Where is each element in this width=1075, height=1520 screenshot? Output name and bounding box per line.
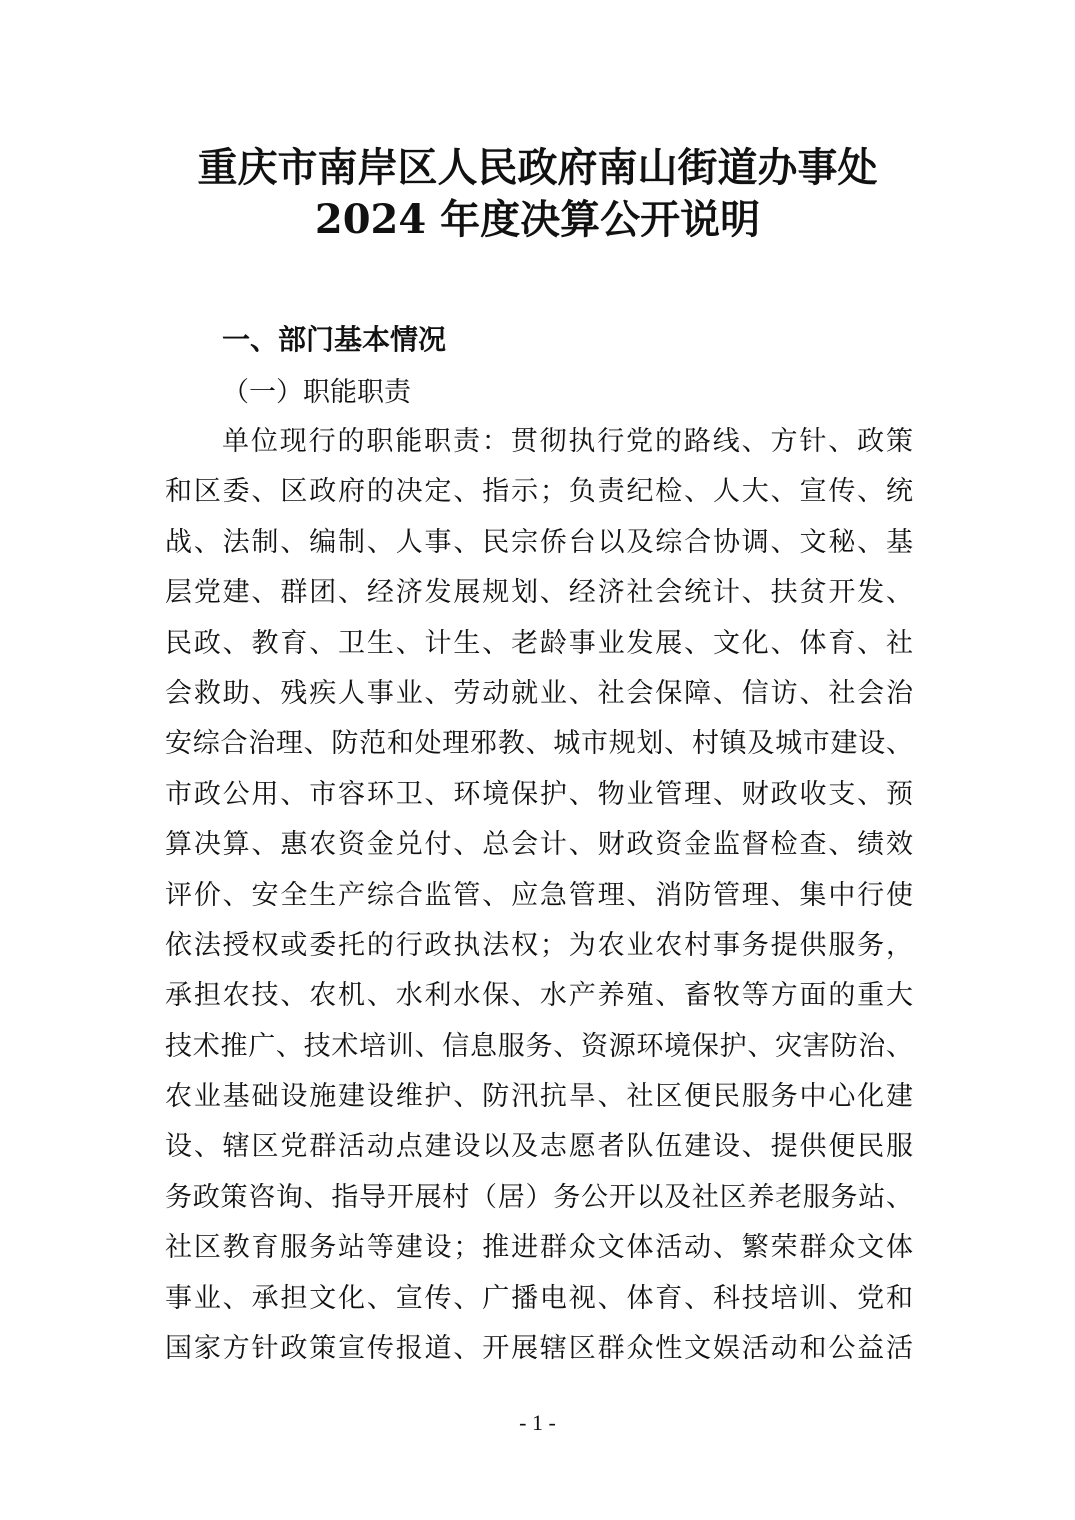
paragraph-line: 算决算、惠农资金兑付、总会计、财政资金监督检查、绩效: [165, 829, 913, 861]
document-title-line1: 重庆市南岸区人民政府南山街道办事处: [197, 144, 878, 191]
paragraph-line: 战、法制、编制、人事、民宗侨台以及综合协调、文秘、基: [165, 526, 913, 558]
paragraph-line: 会救助、残疾人事业、劳动就业、社会保障、信访、社会治: [165, 677, 913, 709]
subsection-heading: （一）职能职责: [222, 377, 411, 408]
paragraph-line: 民政、教育、卫生、计生、老龄事业发展、文化、体育、社: [165, 627, 913, 659]
paragraph-line: 单位现行的职能职责：贯彻执行党的路线、方针、政策: [222, 426, 913, 457]
section-heading: 一、部门基本情况: [222, 323, 447, 356]
body-paragraph: [165, 422, 913, 1379]
paragraph-line: 依法授权或委托的行政执法权；为农业农村事务提供服务，: [165, 929, 913, 961]
paragraph-line: 层党建、群团、经济发展规划、经济社会统计、扶贫开发、: [165, 577, 913, 609]
paragraph-line: 市政公用、市容环卫、环境保护、物业管理、财政收支、预: [165, 778, 913, 810]
paragraph-line: 事业、承担文化、宣传、广播电视、体育、科技培训、党和: [165, 1282, 913, 1314]
paragraph-line: 农业基础设施建设维护、防汛抗旱、社区便民服务中心化建: [165, 1081, 913, 1113]
paragraph-line: 务政策咨询、指导开展村（居）务公开以及社区养老服务站、: [165, 1181, 913, 1213]
paragraph-line: 和区委、区政府的决定、指示；负责纪检、人大、宣传、统: [165, 476, 913, 508]
page-number: - 1 -: [519, 1410, 556, 1435]
paragraph-line: 设、辖区党群活动点建设以及志愿者队伍建设、提供便民服: [165, 1131, 913, 1163]
paragraph-line: 安综合治理、防范和处理邪教、城市规划、村镇及城市建设、: [165, 728, 913, 760]
paragraph-line: 评价、安全生产综合监管、应急管理、消防管理、集中行使: [165, 879, 913, 911]
paragraph-line: 承担农技、农机、水利水保、水产养殖、畜牧等方面的重大: [165, 980, 913, 1012]
paragraph-line: 技术推广、技术培训、信息服务、资源环境保护、灾害防治、: [165, 1030, 913, 1062]
document-title-line2: 2024 年度决算公开说明: [314, 196, 761, 243]
paragraph-line: 社区教育服务站等建设；推进群众文体活动、繁荣群众文体: [165, 1232, 913, 1264]
paragraph-line: 国家方针政策宣传报道、开展辖区群众性文娱活动和公益活: [165, 1333, 913, 1365]
